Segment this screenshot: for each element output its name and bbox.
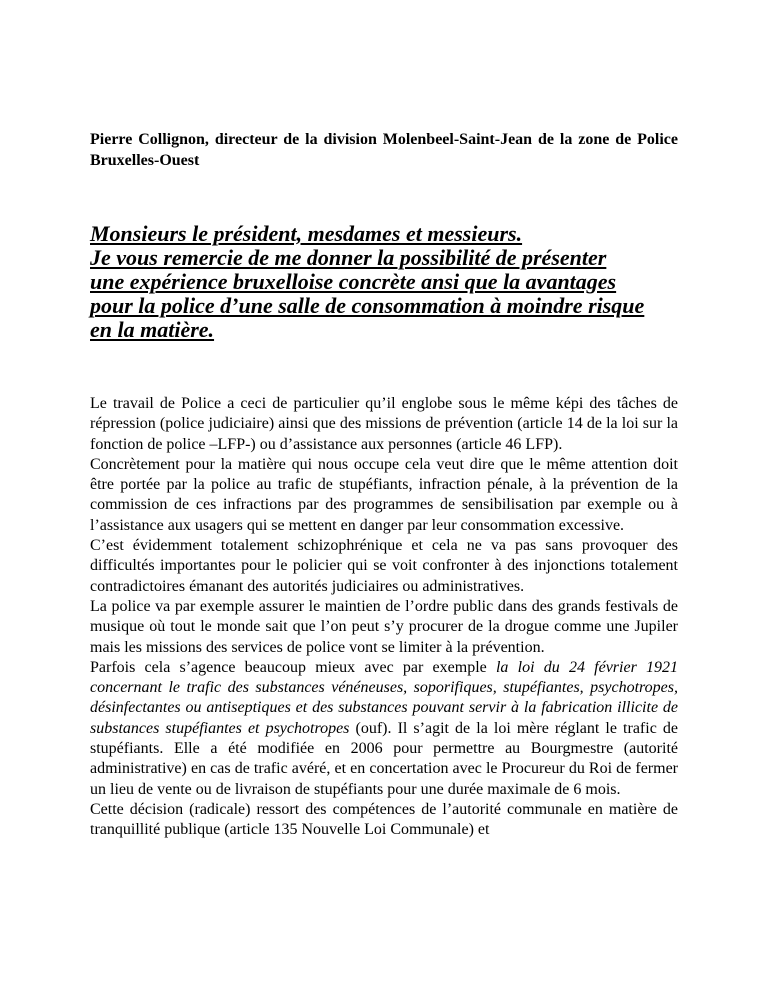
paragraph-5-start: Parfois cela s’agence beaucoup mieux avec par exemple (90, 658, 496, 676)
paragraph-5-end: (ouf). Il s’agit de la loi mère réglant le trafic de stupéfiants. Elle a été modifiée en 2006 pour permettre au Bourgmestre (autorité administrative) en cas de trafic avéré, et en concertation avec le Procureur du Roi de fermer un lieu de vente ou de livraison de stupéfiants pour une durée maximale de 6 mois. (90, 719, 678, 798)
paragraph-3: C’est évidemment totalement schizophrénique et cela ne va pas sans provoquer des difficultés importantes pour le policier qui se voit confronter à des injonctions totalement contradictoires émanant des autorités judiciaires ou administratives. (90, 537, 678, 595)
author-line: Pierre Collignon, directeur de la division Molenbeel-Saint-Jean de la zone de Police Bruxelles-Ouest (90, 131, 678, 169)
law-title: la loi du 24 février 1921 concernant le trafic des substances vénéneuses, soporifiques, stupéfiantes, psychotropes, désinfectantes ou antiseptiques et des substances pouvant servir à la fabrication illicite de substances stupéfiantes et psychotropes (90, 658, 679, 737)
headline-line-2: Je vous remercie de me donner la possibilité de présenter (90, 245, 607, 270)
paragraph-4: La police va par exemple assurer le maintien de l’ordre public dans des grands festivals de musique où tout le monde sait que l’on peut s’y procurer de la drogue comme une Jupiler mais les missions des services de police vont se limiter à la prévention. (90, 597, 678, 656)
paragraph-1: Le travail de Police a ceci de particulier qu’il englobe sous le même képi des tâches de répression (police judiciaire) ainsi que des missions de prévention (article 14 de la loi sur la fonction de police –LFP-) ou d’assistance aux personnes (article 46 LFP). (90, 395, 678, 453)
body-text (90, 394, 678, 841)
headline-line-4: pour la police d’une salle de consommation à moindre risque (90, 293, 645, 318)
headline-line-1: Monsieurs le président, mesdames et messieurs. (90, 221, 523, 246)
paragraph-6: Cette décision (radicale) ressort des compétences de l’autorité communale en matière de tranquillité publique (article 135 Nouvelle Loi Communale) et (90, 800, 678, 839)
paragraph-2: Concrètement pour la matière qui nous occupe cela veut dire que le même attention doit être portée par la police au trafic de stupéfiants, infraction pénale, à la prévention de la commission de ces infractions par des programmes de sensibilisation par exemple ou à l’assistance aux usagers qui se mettent en danger par leur consommation excessive. (90, 455, 678, 534)
headline (90, 222, 678, 342)
headline-line-3: une expérience bruxelloise concrète ansi que la avantages (90, 269, 617, 294)
headline-line-5: en la matière. (90, 317, 215, 342)
paragraph-5 (90, 658, 678, 800)
